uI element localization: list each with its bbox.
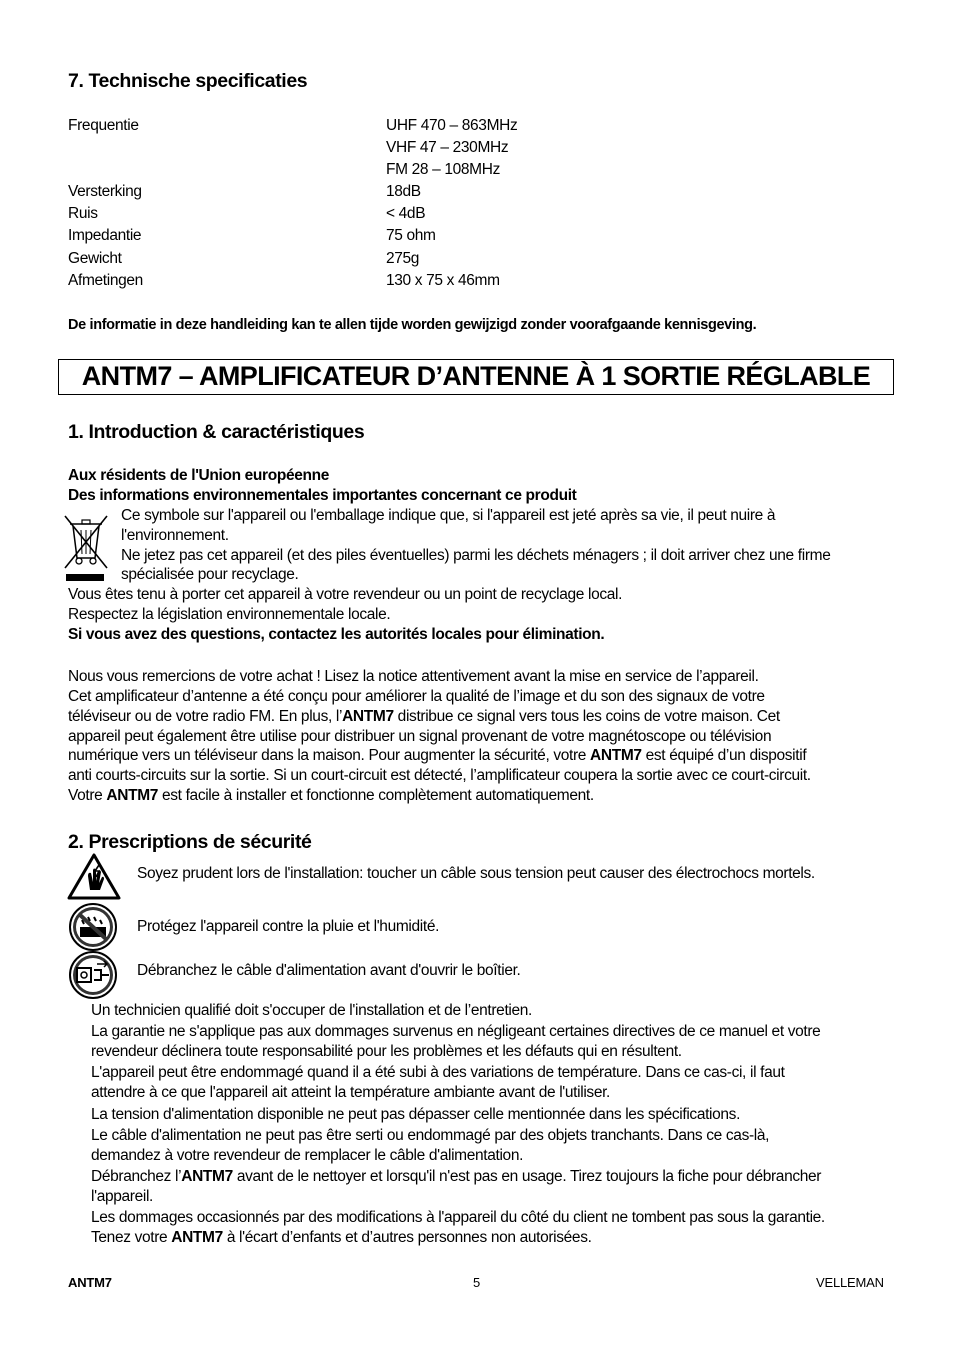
spec-value: 18dB [386, 183, 421, 200]
product-name: ANTM7 [342, 708, 394, 725]
safety-line: Les dommages occasionnés par des modifications à l'appareil du côté du client ne tombent pas sous la garantie. [91, 1209, 825, 1226]
product-name: ANTM7 [106, 787, 159, 804]
safety-line: La tension d'alimentation disponible ne peut pas dépasser celle mentionnée dans les spécifications. [91, 1106, 741, 1123]
text-span: numérique vers un téléviseur dans la maison. Pour augmenter la sécurité, votre [68, 747, 591, 764]
safety-line: l'appareil. [91, 1188, 154, 1205]
intro-paragraph-1: Nous vous remercions de votre achat ! Lisez la notice attentivement avant la mise en service de l’appareil. [68, 668, 759, 685]
spec-label: Ruis [68, 205, 98, 222]
text-span: Tenez votre [91, 1229, 172, 1246]
text-span: est équipé d’un dispositif [641, 747, 807, 764]
safety-line: attendre à ce que l'appareil ait atteint la température ambiante avant de l'utiliser. [91, 1084, 611, 1101]
product-name: ANTM7 [590, 747, 642, 764]
spec-label: Frequentie [68, 117, 139, 134]
document-title: ANTM7 – AMPLIFICATEUR D’ANTENNE À 1 SORTIE RÉGLABLE [81, 361, 871, 391]
warning-unplug-text: Débranchez le câble d'alimentation avant d'ouvrir le boîtier. [137, 962, 521, 979]
text-span: à l'écart d’enfants et d’autres personnes non autorisées. [222, 1229, 592, 1246]
warning-shock-text: Soyez prudent lors de l'installation: toucher un câble sous tension peut causer des électrochocs mortels. [137, 865, 815, 882]
footer-model: ANTM7 [68, 1275, 112, 1290]
safety-line: revendeur déclinera toute responsabilité pour les problèmes et les défauts qui en résultent. [91, 1043, 682, 1060]
no-rain-humidity-icon [67, 902, 119, 952]
weee-text-line: spécialisée pour recyclage. [121, 566, 299, 583]
warning-rain-text: Protégez l'appareil contre la pluie et l'humidité. [137, 918, 440, 935]
electric-shock-warning-icon [66, 852, 122, 902]
text-span: avant de le nettoyer et lorsqu'il n'est pas en usage. Tirez toujours la fiche pour débrancher [232, 1168, 822, 1185]
legislation-text: Respectez la législation environnementale locale. [68, 606, 391, 623]
spec-value: UHF 470 – 863MHz [386, 117, 518, 134]
eu-subheading: Des informations environnementales importantes concernant ce produit [68, 487, 577, 504]
spec-label: Impedantie [68, 227, 142, 244]
intro-paragraph-2-line [68, 747, 806, 765]
text-span: distribue ce signal vers tous les coins de votre maison. Cet [393, 708, 780, 725]
eu-heading: Aux résidents de l'Union européenne [68, 467, 330, 484]
spec-row [68, 250, 668, 272]
section-heading-specs: 7. Technische specificaties [68, 70, 308, 92]
weee-text-line: Ne jetez pas cet appareil (et des piles éventuelles) parmi les déchets ménagers ; il doit arriver chez une firme [121, 547, 831, 564]
spec-row [68, 117, 668, 139]
footer-brand: VELLEMAN [816, 1275, 884, 1290]
weee-text-line: Ce symbole sur l'appareil ou l'emballage indique que, si l'appareil est jeté après sa vie, il peut nuire à [121, 507, 776, 524]
spec-label: Versterking [68, 183, 142, 200]
section-heading-intro: 1. Introduction & caractéristiques [68, 421, 365, 443]
safety-line: Un technicien qualifié doit s'occuper de l'installation et de l’entretien. [91, 1002, 532, 1019]
footer-page-number: 5 [473, 1275, 481, 1290]
safety-line [91, 1229, 592, 1247]
intro-paragraph-2-line [68, 787, 594, 805]
safety-line: demandez à votre revendeur de remplacer le câble d'alimentation. [91, 1147, 524, 1164]
spec-row [68, 183, 668, 205]
text-span: téléviseur ou de votre radio FM. En plus, l’ [68, 708, 343, 725]
unplug-power-icon [67, 950, 119, 1000]
weee-text-line: l'environnement. [121, 527, 229, 544]
spec-value: FM 28 – 108MHz [386, 161, 500, 178]
contact-authorities-text: Si vous avez des questions, contactez les autorités locales pour élimination. [68, 626, 605, 643]
intro-paragraph-2-line [68, 708, 780, 726]
intro-paragraph-2-line: Cet amplificateur d’antenne a été conçu pour améliorer la qualité de l’image et du son des signaux de votre [68, 688, 765, 705]
section-heading-safety: 2. Prescriptions de sécurité [68, 831, 312, 853]
spec-row [68, 161, 668, 183]
spec-label: Afmetingen [68, 272, 143, 289]
spec-notice: De informatie in deze handleiding kan te allen tijde worden gewijzigd zonder voorafgaande kennisgeving. [68, 317, 757, 333]
product-name: ANTM7 [171, 1229, 223, 1246]
safety-line [91, 1168, 821, 1186]
spec-value: 275g [386, 250, 420, 267]
spec-value: 130 x 75 x 46mm [386, 272, 500, 289]
intro-paragraph-2-line: appareil peut également être utilise pour distribuer un signal provenant de votre magnétoscope ou télévision [68, 728, 772, 745]
spec-row [68, 205, 668, 227]
text-span: Votre [68, 787, 107, 804]
recycle-text: Vous êtes tenu à porter cet appareil à votre revendeur ou un point de recyclage local. [68, 586, 623, 603]
text-span: est facile à installer et fonctionne complètement automatiquement. [158, 787, 594, 804]
safety-line: La garantie ne s'applique pas aux dommages survenus en négligeant certaines directives de ce manuel et votre [91, 1023, 821, 1040]
intro-paragraph-2-line: anti courts-circuits sur la sortie. Si un court-circuit est détecté, l’amplificateur coupera la sortie avec ce court-circuit. [68, 767, 811, 784]
text-span: Débranchez l’ [91, 1168, 182, 1185]
safety-line: Le câble d'alimentation ne peut pas être serti ou endommagé par des objets tranchants. Dans ce cas-là, [91, 1127, 770, 1144]
spec-value: 75 ohm [386, 227, 436, 244]
spec-row [68, 272, 668, 294]
safety-line: L'appareil peut être endommagé quand il a été subi à des variations de température. Dans ce cas-ci, il faut [91, 1064, 785, 1081]
spec-value: VHF 47 – 230MHz [386, 139, 509, 156]
spec-row [68, 227, 668, 249]
product-name: ANTM7 [181, 1168, 233, 1185]
spec-row [68, 139, 668, 161]
spec-value: < 4dB [386, 205, 426, 222]
spec-label: Gewicht [68, 250, 122, 267]
weee-bin-icon [62, 510, 112, 585]
